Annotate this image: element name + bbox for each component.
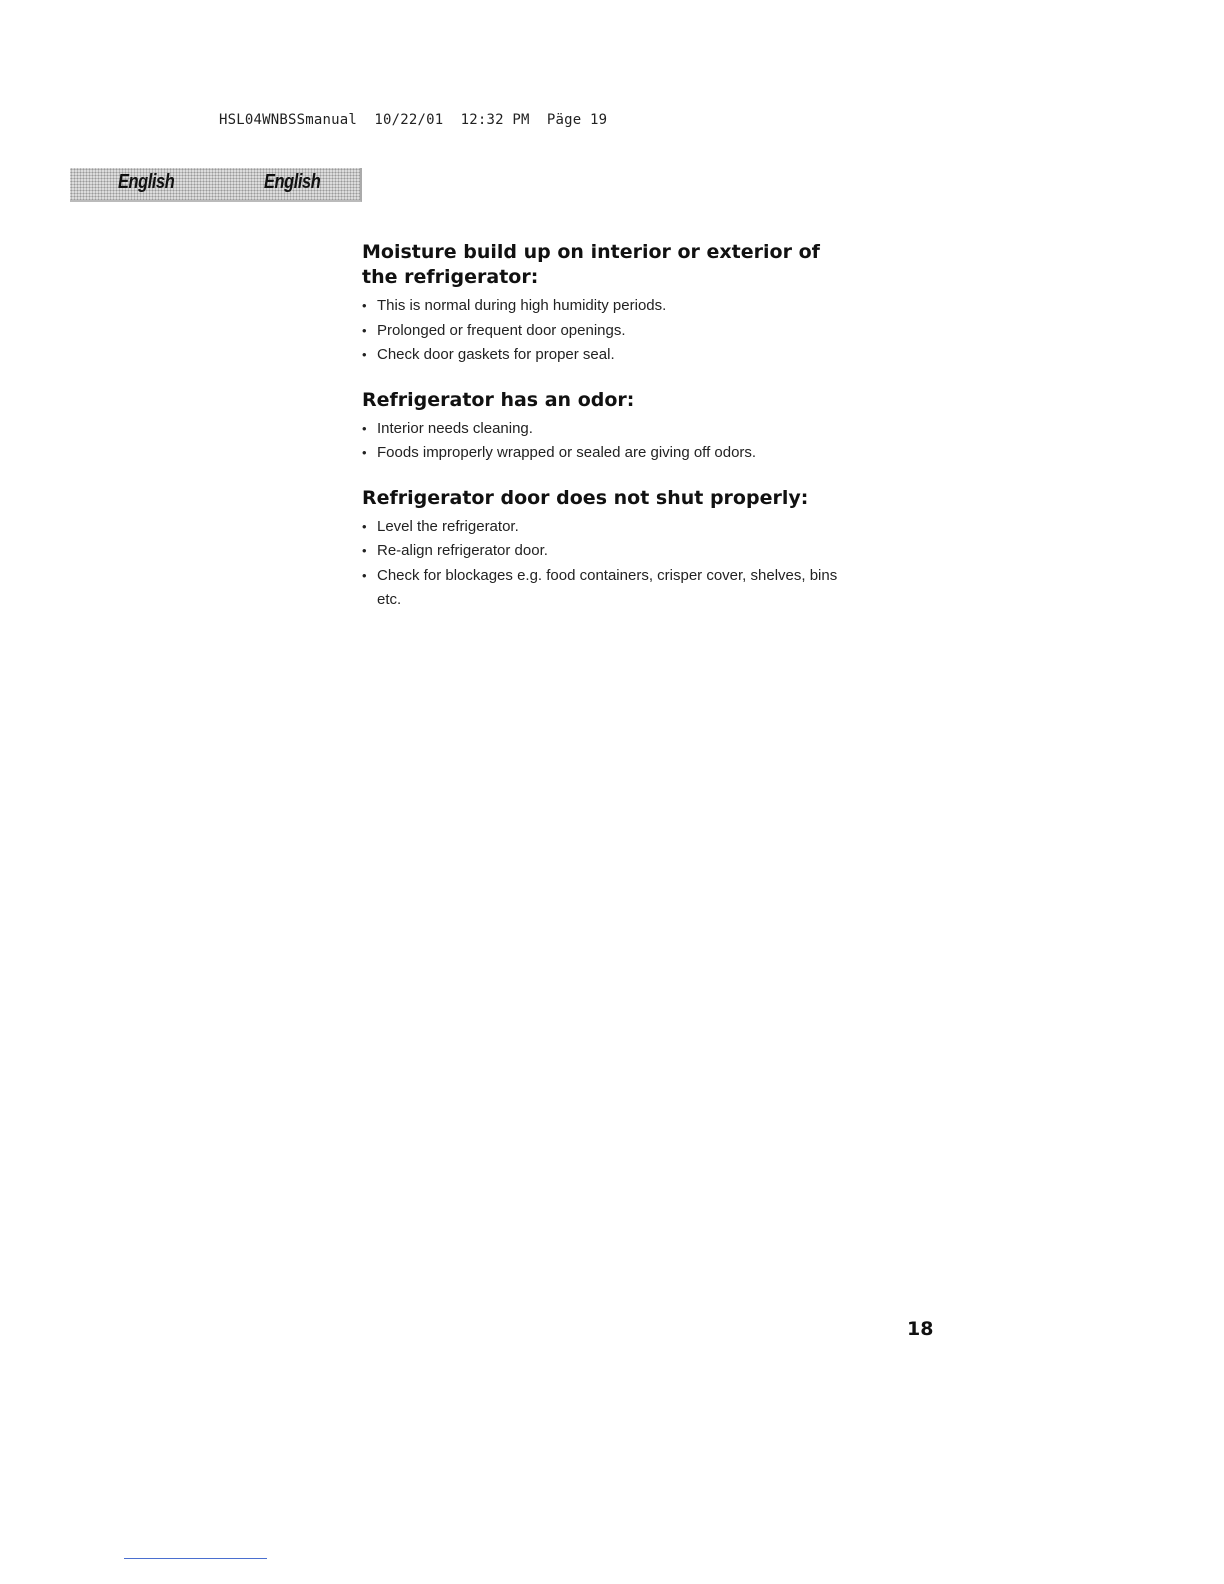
list-item: • Prolonged or frequent door openings. xyxy=(362,319,842,344)
list-item: • Interior needs cleaning. xyxy=(362,417,842,442)
list-item: • Re-align refrigerator door. xyxy=(362,539,842,564)
list-item: • Foods improperly wrapped or sealed are giving off odors. xyxy=(362,441,842,466)
print-header: HSL04WNBSSmanual 10/22/01 12:32 PM Päge 19 xyxy=(219,112,608,128)
bullet-list xyxy=(362,294,842,368)
language-label-right: English xyxy=(264,171,321,193)
list-item: • Check for blockages e.g. food containers, crisper cover, shelves, bins etc. xyxy=(362,564,842,613)
language-banner xyxy=(70,168,362,202)
section-heading: Refrigerator has an odor: xyxy=(362,388,635,411)
section-heading: Refrigerator door does not shut properly: xyxy=(362,486,809,509)
list-item: • Level the refrigerator. xyxy=(362,515,842,540)
section-moisture xyxy=(362,240,842,368)
page-number: 18 xyxy=(907,1318,934,1340)
bullet-list xyxy=(362,515,842,613)
section-odor xyxy=(362,388,842,466)
section-heading: Moisture build up on interior or exterior of the refrigerator: xyxy=(362,241,820,288)
list-item: • This is normal during high humidity periods. xyxy=(362,294,842,319)
footer-rule xyxy=(124,1558,267,1559)
troubleshooting-content xyxy=(362,240,842,633)
language-label-left: English xyxy=(118,171,175,193)
list-item: • Check door gaskets for proper seal. xyxy=(362,343,842,368)
bullet-list xyxy=(362,417,842,466)
section-door xyxy=(362,486,842,613)
